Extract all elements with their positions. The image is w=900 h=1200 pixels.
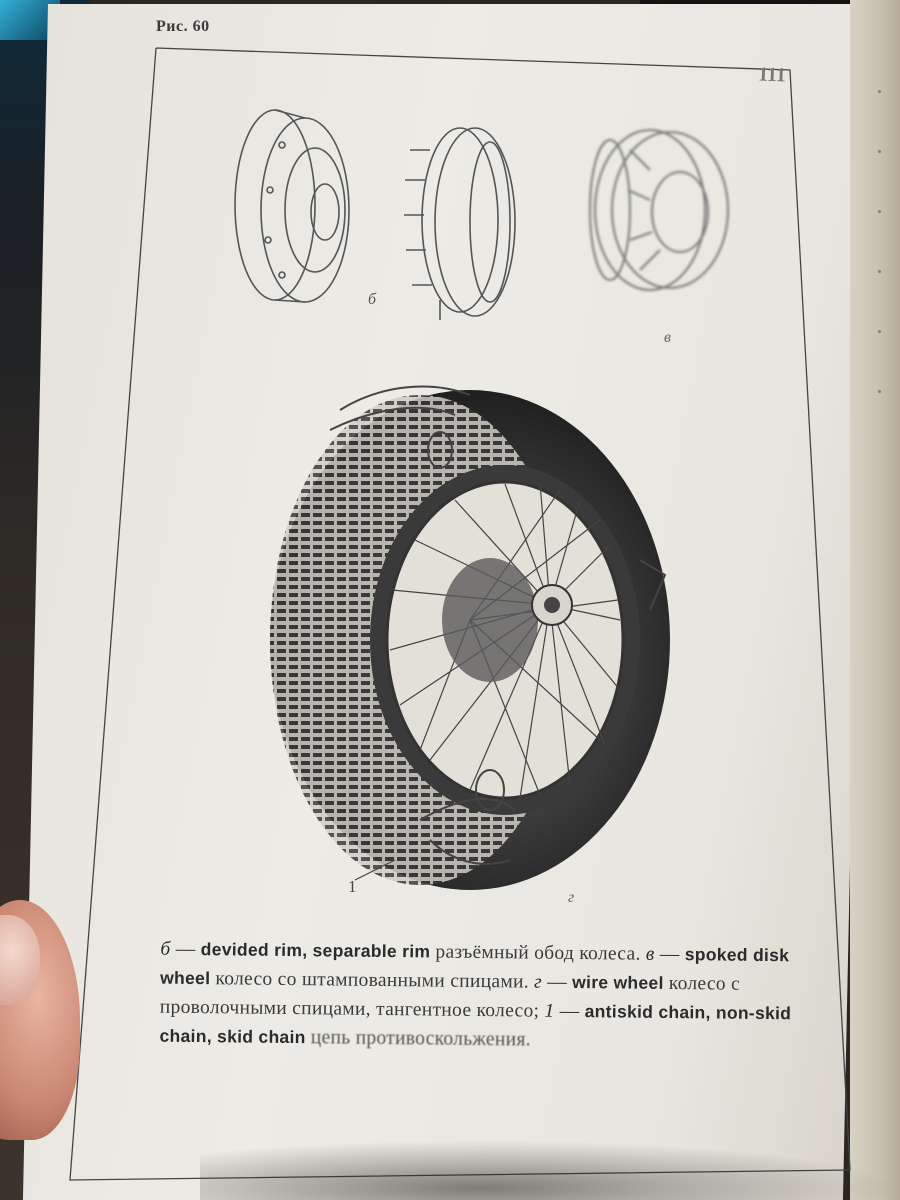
- caption-1-dash: —: [554, 1000, 585, 1023]
- bolted-rim-drawing: [404, 128, 515, 320]
- caption-1-marker: 1: [544, 1000, 555, 1022]
- wire-wheel-drawing: [270, 387, 670, 890]
- divided-rim-drawing: [235, 110, 349, 302]
- caption-b-russian: разъёмный обод колеса.: [430, 941, 646, 965]
- figure-label: Рис. 60: [156, 18, 210, 35]
- caption-v-dash: —: [654, 943, 685, 966]
- caption-g-marker: г: [533, 971, 543, 993]
- page-number: 111: [757, 63, 787, 87]
- subfig-label-b: б: [368, 291, 377, 308]
- caption-b-english: devided rim, separable rim: [200, 939, 431, 962]
- caption-1-russian: цепь противоскольжения.: [305, 1027, 531, 1051]
- caption-g-english: wire wheel: [572, 971, 664, 993]
- bottom-shadow: [200, 1140, 900, 1200]
- figure-caption: [159, 935, 800, 1058]
- subfig-label-v: в: [664, 329, 671, 346]
- caption-1-english: antiskid chain, non-skid chain, skid chain: [159, 1001, 792, 1048]
- caption-v-russian: колесо со штампованными спицами.: [210, 968, 535, 993]
- wheel-hub-shell: [442, 558, 538, 682]
- caption-b-dash: —: [170, 938, 201, 961]
- caption-g-russian: колесо с проволочными спицами, тангентное колесо;: [159, 972, 741, 1022]
- caption-g-dash: —: [541, 971, 573, 993]
- caption-v-marker: в: [645, 943, 655, 965]
- spoked-disk-wheel-drawing: [590, 130, 728, 290]
- part-label-1: 1: [348, 877, 357, 896]
- caption-b-marker: б: [160, 938, 171, 960]
- caption-v-english: spoked disk wheel: [160, 944, 790, 989]
- subfig-label-g: г: [568, 889, 575, 906]
